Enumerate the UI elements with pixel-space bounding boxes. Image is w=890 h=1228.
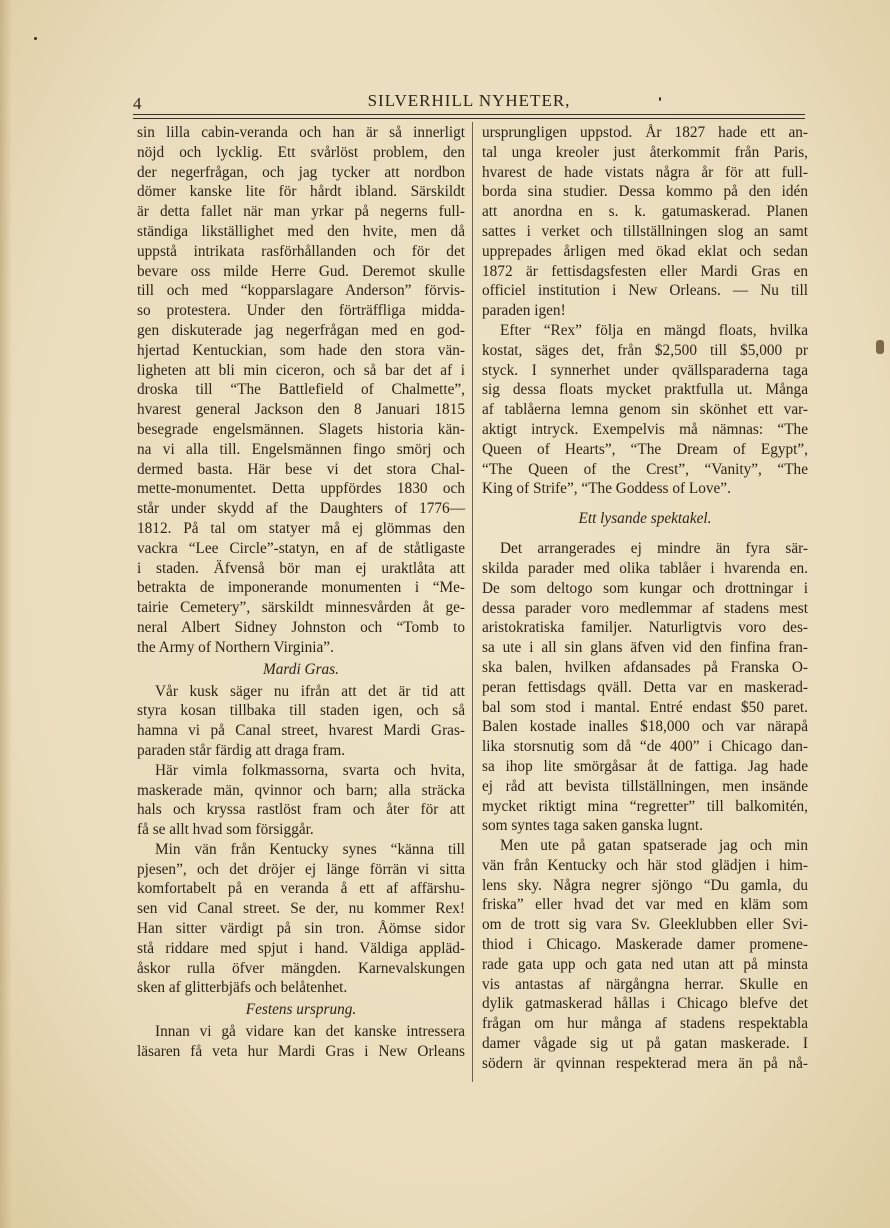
text-line: peran fettisdags qväll. Detta var en maskerad- [482, 678, 808, 696]
text-line: hjertad Kentuckian, som hade den stora vän- [137, 341, 465, 359]
section-subheading: Ett lysande spektakel. [578, 510, 712, 528]
text-line: “The Queen of the Crest”, “Vanity”, “The [482, 460, 808, 478]
text-line: bal som stod i mantal. Entré endast $50 paret. [482, 698, 808, 716]
page-number: 4 [133, 94, 142, 113]
text-line: officiel institution i New Orleans. — Nu till [482, 282, 808, 300]
text-line: pjesen”, och det dröjer ej länge förrän vi sitta [137, 860, 465, 878]
ink-speck [34, 37, 37, 40]
text-line: dessa parader voro medlemmar af stadens mest [482, 599, 808, 617]
text-line: rade gata upp och gata ned utan att på minsta [482, 955, 808, 973]
text-line: skilda parader med olika tablåer i hvarenda en. [482, 559, 808, 577]
text-line: neral Albert Sidney Johnston och “Tomb to [137, 618, 465, 636]
text-line: hals och kryssa rastlöst fram och åter för att [137, 801, 465, 819]
text-line: mycket riktigt mina “regretter” till balkomitén, [482, 797, 808, 815]
text-line: gen diskuterade jag negerfrågan med en god- [137, 321, 465, 339]
text-line: besegrade engelsmännen. Slagets historia kän- [137, 420, 465, 438]
text-line: thiod i Chicago. Maskerade damer promene- [482, 936, 808, 954]
text-line: hvarest de hade vistats några år för att full- [482, 163, 808, 181]
text-line: i staden. Äfvenså bör man ej uraktlåta att [137, 559, 465, 577]
text-line: Efter “Rex” följa en mängd floats, hvilka [500, 321, 808, 339]
text-line: södern är qvinnan respekterad mera än på nå- [482, 1054, 808, 1072]
text-line: vän från Kentucky och här stod glädjen i him- [482, 856, 808, 874]
text-line: står under skydd af the Daughters of 1776— [137, 500, 465, 518]
text-line: sin lilla cabin-veranda och han är så innerligt [137, 124, 465, 141]
text-line: ligheten att bli min ciceron, och så bar det af i [137, 361, 465, 379]
text-line: sa ute i all sin glans äfven vid den finfina fran- [482, 639, 808, 657]
text-line: lika storsnutig som då “de 400” i Chicago dan- [482, 738, 808, 756]
paragraph-gap [482, 531, 808, 539]
text-line: vis antastas af närgångna herrar. Skulle en [482, 975, 808, 993]
right-column [482, 123, 808, 1074]
text-line: ursprungligen uppstod. År 1827 hade ett an- [482, 124, 808, 141]
text-line: De som deltogo som kungar och drottningar i [482, 579, 808, 597]
header-rule-thin [133, 118, 805, 119]
text-line: Men ute på gatan spatserade jag och min [500, 837, 808, 855]
text-line: sattes i verket och tillställningen slog an samt [482, 222, 808, 240]
text-line: af tablåerna lemna genom sin skönhet ett var- [482, 401, 808, 419]
text-line: maskerade män, qvinnor och barn; alla sträcka [137, 781, 465, 799]
text-line: till och med “kopparslagare Anderson” förvis- [137, 282, 465, 300]
text-line: upprepades årligen med ökad eklat och sedan [482, 242, 808, 260]
page-edge-shadow [0, 0, 12, 1228]
text-line: borda sina studier. Dessa kommo på den idén [482, 183, 808, 201]
page-tear-mark [876, 340, 884, 354]
text-line: damer vågade sig ut på gatan maskerade. I [482, 1035, 808, 1053]
text-line: vackra “Lee Circle”-statyn, en af de ståtligaste [137, 539, 465, 557]
text-line: King of Strife”, “The Goddess of Love”. [482, 480, 731, 498]
running-head: SILVERHILL NYHETER, [367, 91, 571, 110]
text-line: Innan vi gå vidare kan det kanske intressera [155, 1023, 465, 1041]
text-line: Min vän från Kentucky synes “känna till [155, 840, 465, 858]
text-line: ständiga likställighet med den hvite, men då [137, 222, 465, 240]
section-subheading: Mardi Gras. [263, 660, 339, 678]
text-line: the Army of Northern Virginia”. [137, 638, 334, 656]
text-line: kostat, säges det, från $2,500 till $5,000 pr [482, 341, 808, 359]
text-line: mette-monumentet. Detta uppfördes 1830 och [137, 480, 465, 498]
text-line: 1872 är fettisdagsfesten eller Mardi Gras en [482, 262, 808, 280]
text-line: betrakta de imponerande monumenten i “Me- [137, 579, 465, 597]
text-line: nöjd och lycklig. Ett svårlöst problem, den [137, 143, 465, 161]
text-line: dömer kanske lite för hårdt ibland. Särskildt [137, 183, 465, 201]
text-line: so protestera. Under den förträffliga midda- [137, 302, 465, 320]
text-line: sken af glitterbjäfs och belåtenhet. [137, 979, 348, 997]
text-line: hamna vi på Canal street, hvarest Mardi Gras- [137, 722, 465, 740]
text-line: droska till “The Battlefield of Chalmette”, [137, 381, 465, 399]
text-line: dermed basta. Här bese vi det stora Chal- [137, 460, 465, 478]
text-line: uppstå intrikata rasförhållanden och för det [137, 242, 465, 260]
text-line: sig dessa floats mycket praktfulla ut. Många [482, 381, 808, 399]
header-rule [133, 114, 805, 115]
text-line: Här vimla folkmassorna, svarta och hvita, [155, 761, 465, 779]
text-line: tal unga kreoler just återkommit från Paris, [482, 143, 808, 161]
text-line: hvarest general Jackson den 8 Januari 1815 [137, 401, 465, 419]
text-line: aktigt intryck. Exempelvis må nämnas: “The [482, 420, 808, 438]
text-line: styra kosan tillbaka till staden igen, och så [137, 702, 465, 720]
text-line: åskor rulla öfver mängden. Karnevalskungen [137, 959, 465, 977]
text-line: ska balen, hvilken afdansades på Franska O- [482, 658, 808, 676]
text-line: sen vid Canal street. Se der, nu kommer Rex! [137, 900, 465, 918]
text-line: bevare oss milde Herre Gud. Deremot skulle [137, 262, 465, 280]
paragraph-gap [482, 499, 808, 507]
text-line: som syntes taga saken ganska lugnt. [482, 817, 703, 835]
section-subheading: Festens ursprung. [245, 1001, 357, 1019]
text-line: Han sitter värdigt på sin tron. Åömse sidor [137, 920, 465, 938]
ink-speck [659, 97, 661, 101]
text-line: Vår kusk säger nu ifrån att det är tid att [155, 682, 465, 700]
text-line: ej råd att bevista tillställningen, men insände [482, 777, 808, 795]
text-line: att anordna en s. k. gatumaskerad. Planen [482, 203, 808, 221]
text-line: Balen kostade inalles $18,000 och var närapå [482, 718, 808, 736]
text-line: 1812. På tal om statyer må ej glömmas den [137, 519, 465, 537]
text-line: der negerfrågan, och jag tycker att nordbon [137, 163, 465, 181]
text-line: dylik gatmaskerad hållas i Chicago blefve det [482, 995, 808, 1013]
text-line: Det arrangerades ej mindre än fyra sär- [500, 540, 808, 558]
text-line: sa ihop lite smörgåsar åt de fattiga. Jag hade [482, 757, 808, 775]
text-line: stå riddare med spjut i hand. Väldiga appläd- [137, 939, 465, 957]
text-line: lens sky. Några negrer sjöngo “Du gamla, du [482, 876, 808, 894]
text-line: tairie Cemetery”, särskildt minnesvården åt ge- [137, 599, 465, 617]
text-line: aristokratiska familjer. Naturligtvis voro des- [482, 619, 808, 637]
text-line: läsaren få veta hur Mardi Gras i New Orleans [137, 1043, 465, 1061]
left-column [137, 123, 465, 1062]
text-line: paraden igen! [482, 302, 566, 320]
text-line: om de trott sig vara Sv. Gleeklubben eller Svi- [482, 916, 808, 934]
text-line: paraden står färdig att draga fram. [137, 741, 346, 759]
text-line: Queen of Hearts”, “The Dream of Egypt”, [482, 440, 808, 458]
text-line: få se allt hvad som försiggår. [137, 821, 314, 839]
text-line: styck. I synnerhet under qvällsparaderna taga [482, 361, 808, 379]
page-header [133, 88, 805, 114]
column-divider [472, 122, 473, 1082]
text-line: na vi alla till. Engelsmännen fingo smörj och [137, 440, 465, 458]
text-line: komfortabelt på en veranda å ett af affärshu- [137, 880, 465, 898]
text-line: är detta fallet när man yrkar på negerns full- [137, 203, 465, 221]
text-line: frågan om hur många af stadens respektabla [482, 1015, 808, 1033]
text-line: friska” eller hvad det var med en kläm som [482, 896, 808, 914]
